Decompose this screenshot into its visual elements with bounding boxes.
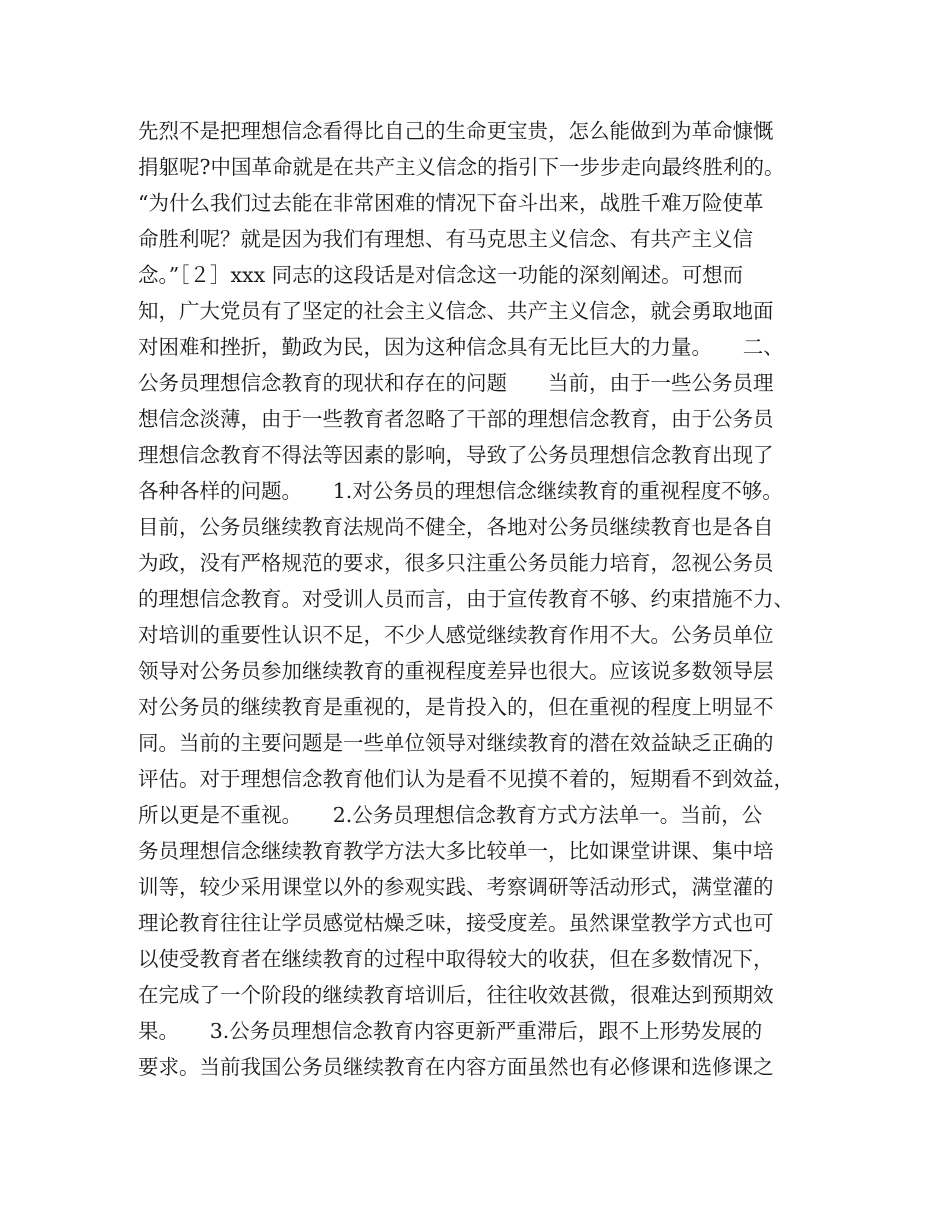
text-line: 公务员理想信念教育的现状和存在的问题 当前，由于一些公务员理: [138, 371, 774, 395]
text-line: 知，广大党员有了坚定的社会主义信念、共产主义信念，就会勇取地面: [138, 299, 774, 323]
text-line: 对困难和挫折，勤政为民，因为这种信念具有无比巨大的力量。 二、: [138, 335, 784, 359]
text-line: 先烈不是把理想信念看得比自己的生命更宝贵，怎么能做到为革命慷慨: [138, 119, 774, 143]
body-text: [138, 113, 828, 1085]
text-line: 果。 3.公务员理想信念教育内容更新严重滞后，跟不上形势发展的: [138, 1019, 763, 1043]
text-line: 为政，没有严格规范的要求，很多只注重公务员能力培育，忽视公务员: [138, 551, 774, 575]
text-line: 念。”［２］xxx 同志的这段话是对信念这一功能的深刻阐述。可想而: [138, 263, 744, 287]
text-line: 评估。对于理想信念教育他们认为是看不见摸不着的，短期看不到效益，: [138, 767, 794, 791]
text-line: 务员理想信念继续教育教学方法大多比较单一，比如课堂讲课、集中培: [138, 839, 774, 863]
text-line: 对公务员的继续教育是重视的，是肯投入的，但在重视的程度上明显不: [138, 695, 774, 719]
text-line: 以使受教育者在继续教育的过程中取得较大的收获，但在多数情况下，: [138, 947, 774, 971]
text-line: 要求。当前我国公务员继续教育在内容方面虽然也有必修课和选修课之: [138, 1055, 774, 1079]
text-line: 各种各样的问题。 1.对公务员的理想信念继续教育的重视程度不够。: [138, 479, 783, 503]
text-line: 命胜利呢？就是因为我们有理想、有马克思主义信念、有共产主义信: [138, 227, 753, 251]
text-line: 对培训的重要性认识不足，不少人感觉继续教育作用不大。公务员单位: [138, 623, 774, 647]
text-line: 在完成了一个阶段的继续教育培训后，往往收效甚微，很难达到预期效: [138, 983, 774, 1007]
text-line: 领导对公务员参加继续教育的重视程度差异也很大。应该说多数领导层: [138, 659, 774, 683]
text-line: 想信念淡薄，由于一些教育者忽略了干部的理想信念教育，由于公务员: [138, 407, 774, 431]
text-line: “为什么我们过去能在非常困难的情况下奋斗出来，战胜千难万险使革: [138, 191, 764, 215]
text-line: 理想信念教育不得法等因素的影响，导致了公务员理想信念教育出现了: [138, 443, 774, 467]
text-line: 理论教育往往让学员感觉枯燥乏味，接受度差。虽然课堂教学方式也可: [138, 911, 774, 935]
text-line: 所以更是不重视。 2.公务员理想信念教育方式方法单一。当前，公: [138, 803, 763, 827]
text-line: 训等，较少采用课堂以外的参观实践、考察调研等活动形式，满堂灌的: [138, 875, 774, 899]
text-line: 目前，公务员继续教育法规尚不健全，各地对公务员继续教育也是各自: [138, 515, 774, 539]
text-line: 捐躯呢?中国革命就是在共产主义信念的指引下一步步走向最终胜利的。: [138, 155, 785, 179]
text-line: 的理想信念教育。对受训人员而言，由于宣传教育不够、约束措施不力、: [138, 587, 794, 611]
text-line: 同。当前的主要问题是一些单位领导对继续教育的潜在效益缺乏正确的: [138, 731, 774, 755]
